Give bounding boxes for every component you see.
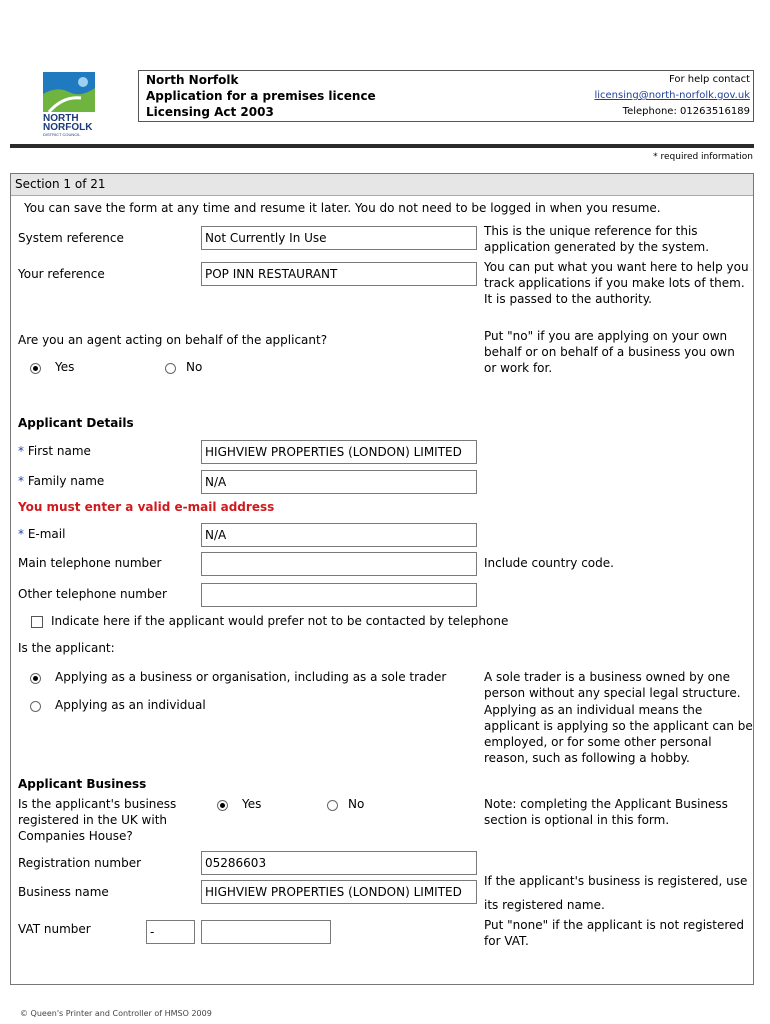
vat-number-input[interactable] (201, 920, 331, 944)
your-reference-input[interactable]: POP INN RESTAURANT (201, 262, 477, 286)
applicant-details-heading: Applicant Details (18, 416, 134, 430)
your-reference-label: Your reference (18, 267, 105, 281)
main-telephone-hint: Include country code. (484, 556, 614, 570)
registration-number-label: Registration number (18, 856, 142, 870)
registered-yes-label: Yes (242, 797, 262, 811)
agent-question: Are you an agent acting on behalf of the applicant? (18, 333, 328, 347)
required-star: * (18, 474, 24, 488)
section-intro: You can save the form at any time and resume it later. You do not need to be logged in when you resume. (24, 201, 661, 215)
first-name-input[interactable]: HIGHVIEW PROPERTIES (LONDON) LIMITED (201, 440, 477, 464)
family-name-input[interactable]: N/A (201, 470, 477, 494)
applicant-business-label: Applying as a business or organisation, including as a sole trader (55, 670, 447, 684)
header-org: North Norfolk (146, 73, 239, 87)
section-title: Section 1 of 21 (15, 177, 106, 191)
your-reference-hint: You can put what you want here to help you track applications if you make lots of them. It is passed to the authority. (484, 260, 749, 306)
sole-trader-hint: A sole trader is a business owned by one person without any special legal structure. (484, 670, 741, 700)
council-logo (43, 72, 95, 137)
registered-no-label: No (348, 797, 365, 811)
is-applicant-label: Is the applicant: (18, 641, 115, 655)
agent-hint: Put "no" if you are applying on your own behalf or on behalf of a business you own or work for. (484, 329, 735, 375)
logo-line-1: NORTH (43, 113, 79, 124)
header-divider (10, 144, 754, 148)
agent-no-label: No (186, 360, 203, 374)
system-reference-label: System reference (18, 231, 124, 245)
registered-yes-radio[interactable] (217, 800, 228, 811)
first-name-label-text: First name (27, 444, 91, 458)
email-label-text: E-mail (27, 527, 66, 541)
agent-no-radio[interactable] (165, 363, 176, 374)
main-telephone-input[interactable] (201, 552, 477, 576)
email-label (18, 527, 65, 542)
applicant-business-heading: Applicant Business (18, 777, 147, 791)
vat-prefix-input[interactable]: - (146, 920, 195, 944)
family-name-label (18, 474, 104, 489)
required-star: * (18, 444, 24, 458)
other-telephone-input[interactable] (201, 583, 477, 607)
other-telephone-label: Other telephone number (18, 587, 167, 601)
no-telephone-label: Indicate here if the applicant would prefer not to be contacted by telephone (51, 614, 509, 628)
first-name-label (18, 444, 91, 459)
help-email-link[interactable]: licensing@north-norfolk.gov.uk (594, 90, 750, 101)
business-optional-note: Note: completing the Applicant Business section is optional in this form. (484, 797, 728, 827)
email-input[interactable]: N/A (201, 523, 477, 547)
vat-hint: Put "none" if the applicant is not registered for VAT. (484, 918, 745, 948)
system-reference-hint: This is the unique reference for this application generated by the system. (484, 224, 710, 254)
help-label: For help contact (668, 74, 750, 85)
help-telephone: Telephone: 01263516189 (622, 106, 750, 117)
header-act: Licensing Act 2003 (146, 105, 274, 119)
email-error-message: You must enter a valid e-mail address (18, 500, 275, 514)
required-note: * required information (653, 152, 753, 162)
logo-line-3: DISTRICT COUNCIL (43, 132, 81, 137)
applicant-individual-radio[interactable] (30, 701, 41, 712)
business-name-input[interactable]: HIGHVIEW PROPERTIES (LONDON) LIMITED (201, 880, 477, 904)
family-name-label-text: Family name (27, 474, 105, 488)
business-name-label: Business name (18, 885, 109, 899)
footer-copyright: © Queen's Printer and Controller of HMSO 2009 (20, 1009, 212, 1018)
registration-number-input[interactable]: 05286603 (201, 851, 477, 875)
applicant-individual-label: Applying as an individual (55, 698, 206, 712)
registered-no-radio[interactable] (327, 800, 338, 811)
no-telephone-checkbox[interactable] (31, 616, 43, 628)
individual-hint: Applying as an individual means the applicant is applying so the applicant can be employed, or for some other personal reason, such as following a hobby. (484, 703, 753, 765)
system-reference-input[interactable]: Not Currently In Use (201, 226, 477, 250)
header-title: Application for a premises licence (146, 89, 376, 103)
vat-number-label: VAT number (18, 922, 91, 936)
main-telephone-label: Main telephone number (18, 556, 162, 570)
registered-name-hint-2: its registered name. (484, 898, 605, 912)
logo-line-2: NORFOLK (43, 122, 93, 133)
registered-question: Is the applicant's business registered in the UK with Companies House? (18, 797, 177, 843)
logo-emblem (43, 72, 95, 112)
section-bar (11, 174, 753, 196)
applicant-business-radio[interactable] (30, 673, 41, 684)
header-box (138, 70, 754, 122)
agent-yes-label: Yes (55, 360, 75, 374)
agent-yes-radio[interactable] (30, 363, 41, 374)
required-star: * (18, 527, 24, 541)
registered-name-hint-1: If the applicant's business is registered, use (484, 874, 748, 888)
